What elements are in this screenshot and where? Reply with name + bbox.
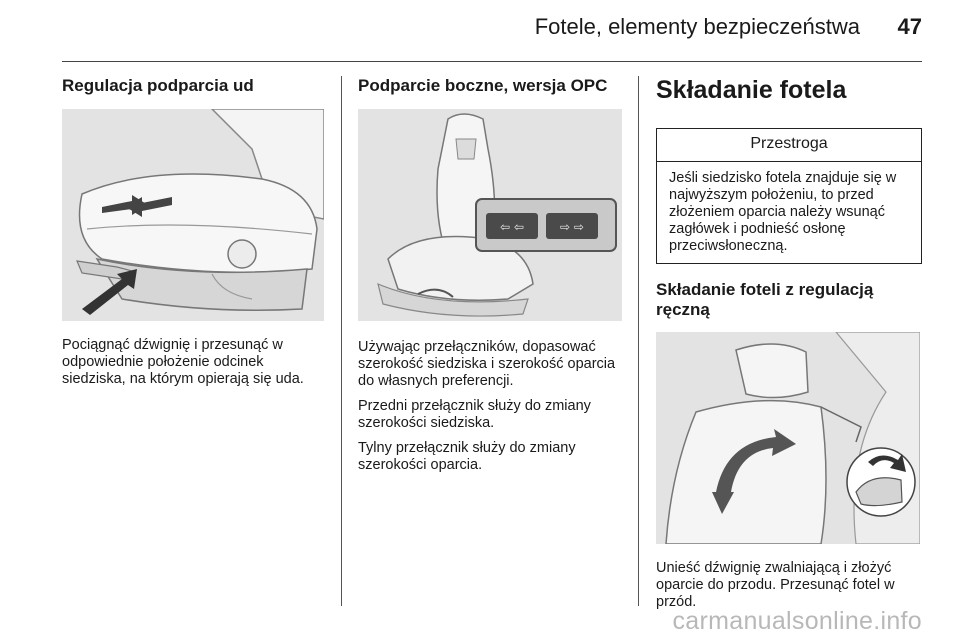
seatback-fold-illustration-icon — [656, 332, 920, 544]
page-title: Fotele, elementy bezpieczeństwa — [534, 14, 860, 39]
column-side-support — [358, 76, 622, 474]
side-support-paragraph: Używając przełączników, dopasować szerokość siedziska i szerokość oparcia do własnych preferencji. — [358, 339, 616, 389]
section-main-heading: Składanie fotela — [656, 76, 847, 104]
caution-text: Jeśli siedzisko fotela znajduje się w najwyższym położeniu, to przed złożeniem oparcia należy wsunąć zagłówek i podnieść osłonę przeciwsłoneczną. — [669, 170, 897, 254]
side-support-paragraph: Przedni przełącznik służy do zmiany szerokości siedziska. — [358, 398, 591, 431]
watermark: carmanualsonline.info — [672, 607, 922, 635]
thigh-support-instructions: Pociągnąć dźwignię i przesunąć w odpowiednie położenie odcinek siedziska, na którym opierają się uda. — [62, 337, 304, 387]
subsection-heading: Składanie foteli z regulacją ręczną — [656, 280, 874, 319]
svg-text:⇨ ⇨: ⇨ ⇨ — [560, 220, 584, 234]
section-heading: Podparcie boczne, wersja OPC — [358, 76, 608, 95]
caution-title: Przestroga — [657, 129, 921, 162]
sport-seat-switches-illustration-icon — [358, 109, 622, 321]
column-seat-folding — [656, 76, 922, 611]
page-number: 47 — [897, 14, 922, 39]
side-support-paragraph: Tylny przełącznik służy do zmiany szerokości oparcia. — [358, 440, 576, 473]
page-header — [0, 0, 960, 62]
header-divider — [62, 61, 922, 62]
column-divider — [638, 76, 639, 606]
column-thigh-support — [62, 76, 324, 388]
section-heading: Regulacja podparcia ud — [62, 76, 254, 95]
column-divider — [341, 76, 342, 606]
seat-folding-instructions: Unieść dźwignię zwalniającą i złożyć oparcie do przodu. Przesunąć fotel w przód. — [656, 560, 895, 610]
caution-box — [656, 128, 922, 264]
svg-text:⇦ ⇦: ⇦ ⇦ — [500, 220, 524, 234]
seat-cushion-lever-illustration-icon — [62, 109, 324, 321]
